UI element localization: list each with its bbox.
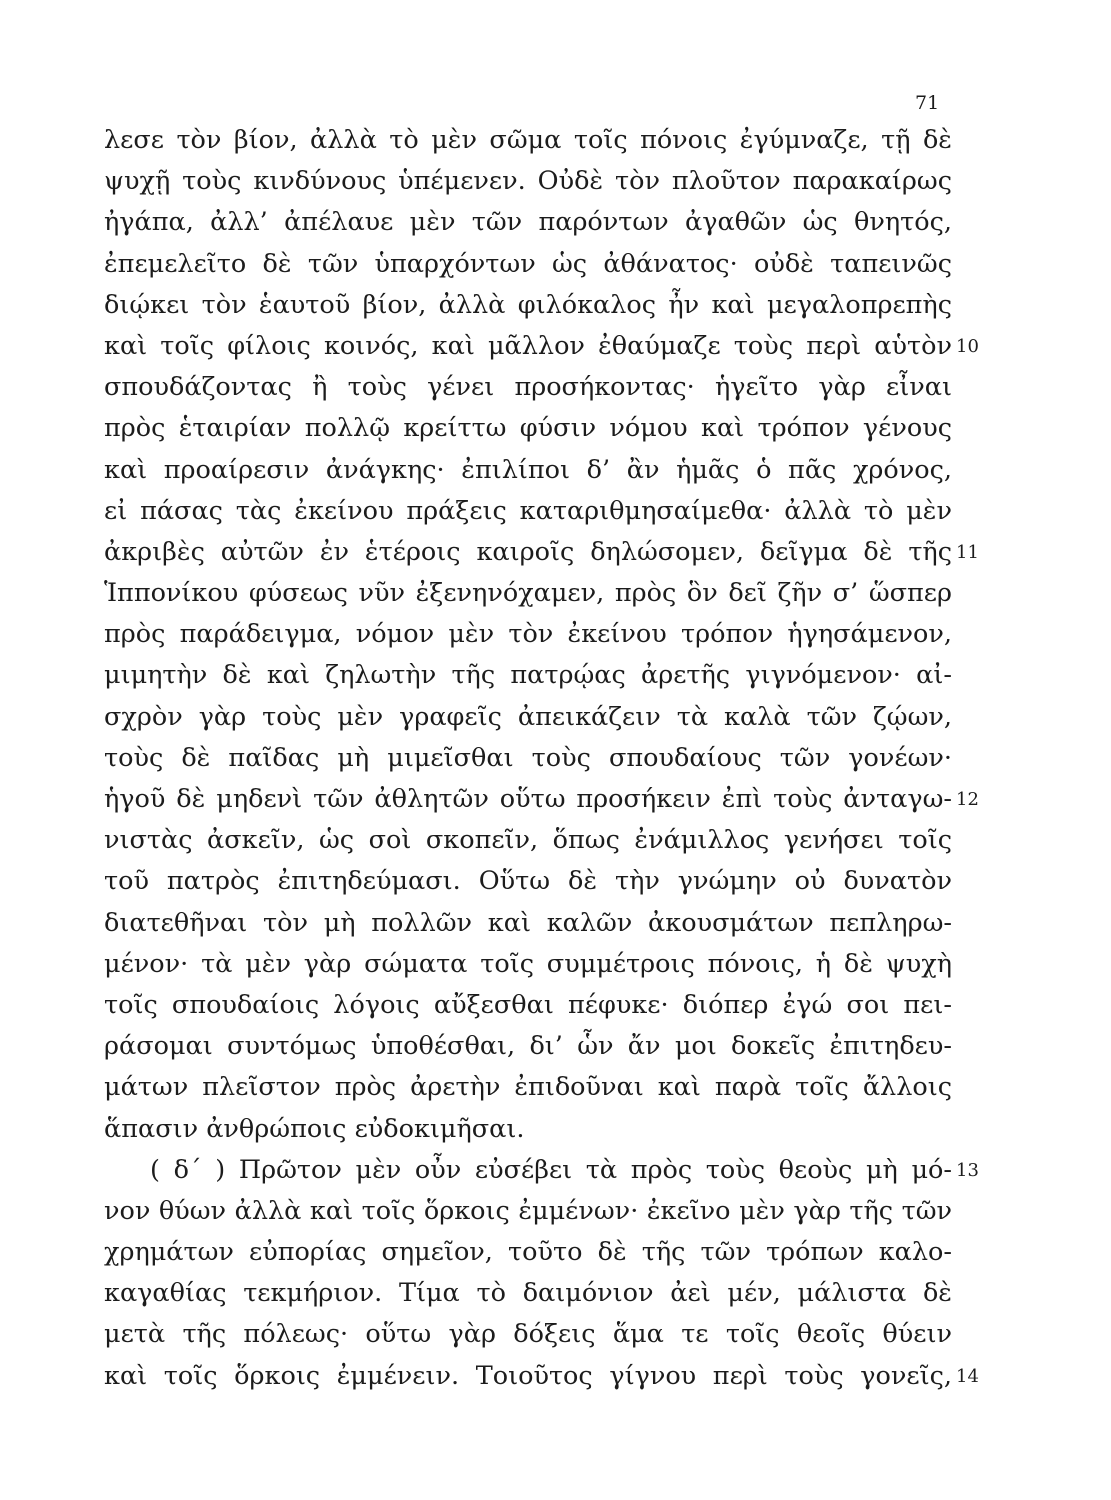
line-text: πρὸς παράδειγμα, νόμον μὲν τὸν ἐκείνου τρόπον ἡγησάμενον, [104, 619, 952, 650]
text-line [104, 944, 964, 985]
line-text: καὶ τοῖς φίλοις κοινός, καὶ μᾶλλον ἐθαύμαζε τοὺς περὶ αὑτὸν [104, 330, 952, 361]
line-text: εἰ πάσας τὰς ἐκείνου πράξεις καταριθμησαίμεθα· ἀλλὰ τὸ μὲν [104, 495, 952, 526]
line-text: ( δ΄ ) Πρῶτον μὲν οὖν εὐσέβει τὰ πρὸς τοὺς θεοὺς μὴ μό- [150, 1154, 952, 1185]
line-text: χρημάτων εὐπορίας σημεῖον, τοῦτο δὲ τῆς τῶν τρόπων καλο- [104, 1237, 952, 1268]
line-text: καγαθίας τεκμήριον. Τίμα τὸ δαιμόνιον ἀεὶ μέν, μάλιστα δὲ [104, 1278, 952, 1309]
text-line [104, 408, 964, 449]
text-line [104, 738, 964, 779]
line-text: ἐπεμελεῖτο δὲ τῶν ὑπαρχόντων ὡς ἀθάνατος· οὐδὲ ταπεινῶς [104, 248, 952, 279]
line-text: καὶ τοῖς ὅρκοις ἐμμένειν. Τοιοῦτος γίγνου περὶ τοὺς γονεῖς, [104, 1360, 952, 1391]
text-line [104, 532, 979, 573]
text-line [104, 120, 964, 161]
text-line [104, 614, 964, 655]
text-line [104, 1150, 979, 1191]
text-line [104, 491, 964, 532]
line-text: τοῖς σπουδαίοις λόγοις αὔξεσθαι πέφυκε· διόπερ ἐγώ σοι πει- [104, 989, 952, 1020]
line-text: μάτων πλεῖστον πρὸς ἀρετὴν ἐπιδοῦναι καὶ παρὰ τοῖς ἄλλοις [104, 1072, 952, 1103]
greek-text-body [104, 120, 979, 1397]
text-line [104, 326, 979, 367]
section-number: 14 [956, 1365, 979, 1387]
text-line [104, 573, 964, 614]
text-line [104, 450, 964, 491]
text-line [104, 1026, 964, 1067]
line-text: τοῦ πατρὸς ἐπιτηδεύμασι. Οὕτω δὲ τὴν γνώμην οὐ δυνατὸν [104, 866, 952, 897]
line-text: ἡγοῦ δὲ μηδενὶ τῶν ἀθλητῶν οὕτω προσήκειν ἐπὶ τοὺς ἀνταγω- [104, 784, 952, 814]
line-text: τοὺς δὲ παῖδας μὴ μιμεῖσθαι τοὺς σπουδαίους τῶν γονέων· [104, 742, 952, 773]
line-text: νον θύων ἀλλὰ καὶ τοῖς ὅρκοις ἐμμένων· ἐκεῖνο μὲν γὰρ τῆς τῶν [104, 1195, 952, 1226]
line-text: καὶ προαίρεσιν ἀνάγκης· ἐπιλίποι δ’ ἂν ἡμᾶς ὁ πᾶς χρόνος, [104, 454, 952, 485]
text-line [104, 861, 964, 902]
text-line [104, 244, 964, 285]
text-line [104, 367, 964, 408]
line-text: ράσομαι συντόμως ὑποθέσθαι, δι’ ὧν ἄν μοι δοκεῖς ἐπιτηδευ- [104, 1031, 952, 1062]
line-text: ἅπασιν ἀνθρώποις εὐδοκιμῆσαι. [104, 1113, 525, 1144]
line-text: σχρὸν γὰρ τοὺς μὲν γραφεῖς ἀπεικάζειν τὰ καλὰ τῶν ζῴων, [104, 701, 952, 732]
line-text: ἀκριβὲς αὐτῶν ἐν ἑτέροις καιροῖς δηλώσομεν, δεῖγμα δὲ τῆς [104, 536, 952, 567]
line-text: διῴκει τὸν ἑαυτοῦ βίον, ἀλλὰ φιλόκαλος ἦν καὶ μεγαλοπρεπὴς [104, 289, 952, 320]
text-line [104, 1314, 964, 1355]
section-number: 10 [956, 335, 979, 357]
line-text: σπουδάζοντας ἢ τοὺς γένει προσήκοντας· ἡγεῖτο γὰρ εἶναι [104, 372, 952, 403]
text-line [104, 1232, 964, 1273]
text-line [104, 1067, 964, 1108]
line-text: μετὰ τῆς πόλεως· οὕτω γὰρ δόξεις ἅμα τε τοῖς θεοῖς θύειν [104, 1319, 952, 1350]
text-line [104, 985, 964, 1026]
text-line [104, 1191, 964, 1232]
text-line [104, 285, 964, 326]
line-text: Ἱππονίκου φύσεως νῦν ἐξενηνόχαμεν, πρὸς ὃν δεῖ ζῆν σ’ ὥσπερ [104, 578, 952, 609]
text-line [104, 161, 964, 202]
section-number: 13 [956, 1159, 979, 1181]
text-line [104, 697, 964, 738]
line-text: μιμητὴν δὲ καὶ ζηλωτὴν τῆς πατρῴας ἀρετῆς γιγνόμενον· αἰ- [104, 660, 952, 691]
page-number: 71 [915, 92, 940, 114]
line-text: διατεθῆναι τὸν μὴ πολλῶν καὶ καλῶν ἀκουσμάτων πεπληρω- [104, 907, 952, 938]
section-number: 12 [956, 789, 979, 810]
text-line [104, 820, 964, 861]
line-text: νιστὰς ἀσκεῖν, ὡς σοὶ σκοπεῖν, ὅπως ἐνάμιλλος γενήσει τοῖς [104, 825, 952, 856]
text-line [104, 903, 964, 944]
line-text: μένον· τὰ μὲν γὰρ σώματα τοῖς συμμέτροις πόνοις, ἡ δὲ ψυχὴ [104, 948, 952, 979]
text-line [104, 202, 964, 243]
text-line [104, 1356, 979, 1397]
line-text: πρὸς ἑταιρίαν πολλῷ κρείττω φύσιν νόμου καὶ τρόπον γένους [104, 413, 952, 444]
text-line [104, 1109, 964, 1150]
line-text: ἠγάπα, ἀλλ’ ἀπέλαυε μὲν τῶν παρόντων ἀγαθῶν ὡς θνητός, [104, 207, 952, 238]
section-number: 11 [956, 541, 979, 563]
line-text: λεσε τὸν βίον, ἀλλὰ τὸ μὲν σῶμα τοῖς πόνοις ἐγύμναζε, τῇ δὲ [104, 125, 952, 155]
text-line [104, 779, 979, 820]
text-line [104, 1273, 964, 1314]
line-text: ψυχῇ τοὺς κινδύνους ὑπέμενεν. Οὐδὲ τὸν πλοῦτον παρακαίρως [104, 166, 952, 197]
text-line [104, 655, 964, 696]
